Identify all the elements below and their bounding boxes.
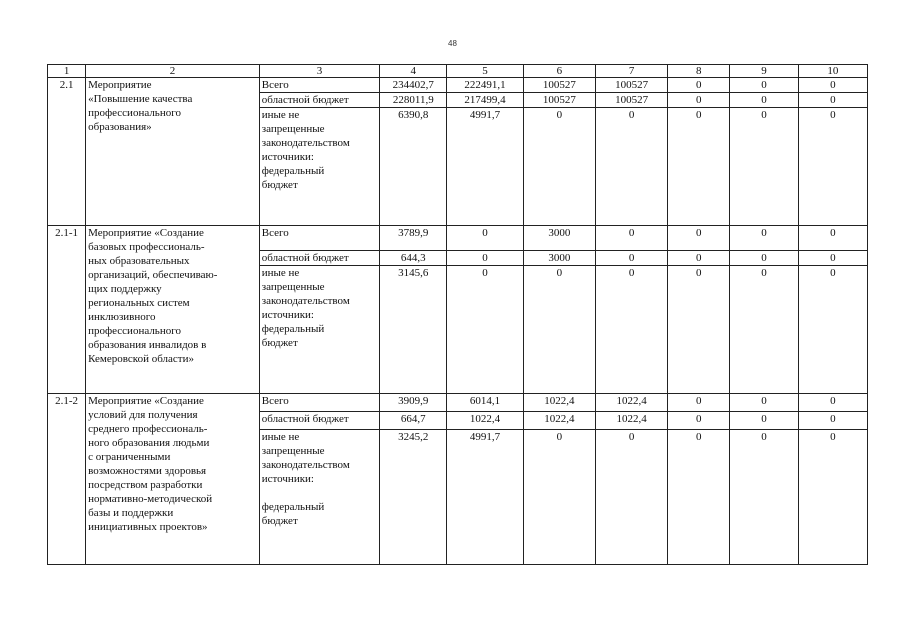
value-cell: 0 (595, 108, 667, 226)
value-cell: 1022,4 (595, 394, 667, 412)
funding-source: иные не запрещенные законодательством источники: федеральный бюджет (259, 108, 379, 226)
value-cell: 0 (668, 93, 730, 108)
header-cell: 1 (48, 65, 86, 78)
value-cell: 0 (730, 93, 798, 108)
value-cell: 3245,2 (380, 430, 447, 565)
value-cell: 0 (730, 226, 798, 251)
value-cell: 0 (595, 266, 667, 394)
value-cell: 228011,9 (380, 93, 447, 108)
value-cell: 100527 (595, 93, 667, 108)
value-cell: 0 (730, 78, 798, 93)
value-cell: 664,7 (380, 412, 447, 430)
value-cell: 0 (798, 430, 867, 565)
header-cell: 3 (259, 65, 379, 78)
value-cell: 0 (668, 108, 730, 226)
value-cell: 100527 (523, 93, 595, 108)
table-row (48, 226, 868, 251)
value-cell: 0 (447, 251, 523, 266)
value-cell: 0 (668, 251, 730, 266)
value-cell: 0 (730, 394, 798, 412)
header-cell: 4 (380, 65, 447, 78)
value-cell: 0 (798, 266, 867, 394)
measure-number: 2.1 (48, 78, 86, 226)
value-cell: 100527 (595, 78, 667, 93)
value-cell: 0 (523, 430, 595, 565)
table-row (48, 394, 868, 412)
header-cell: 8 (668, 65, 730, 78)
header-cell: 7 (595, 65, 667, 78)
value-cell: 0 (523, 108, 595, 226)
page-number: 48 (448, 39, 457, 48)
header-cell: 6 (523, 65, 595, 78)
value-cell: 0 (668, 78, 730, 93)
funding-source: иные не запрещенные законодательством источники: федеральный бюджет (259, 266, 379, 394)
value-cell: 1022,4 (595, 412, 667, 430)
value-cell: 0 (595, 226, 667, 251)
header-cell: 2 (86, 65, 260, 78)
value-cell: 100527 (523, 78, 595, 93)
budget-table (47, 64, 868, 565)
funding-source: областной бюджет (259, 93, 379, 108)
value-cell: 6390,8 (380, 108, 447, 226)
value-cell: 1022,4 (447, 412, 523, 430)
value-cell: 0 (523, 266, 595, 394)
value-cell: 217499,4 (447, 93, 523, 108)
value-cell: 3000 (523, 251, 595, 266)
header-cell: 5 (447, 65, 523, 78)
value-cell: 0 (730, 108, 798, 226)
value-cell: 0 (595, 430, 667, 565)
value-cell: 3909,9 (380, 394, 447, 412)
value-cell: 0 (668, 430, 730, 565)
funding-source: Всего (259, 78, 379, 93)
value-cell: 1022,4 (523, 412, 595, 430)
value-cell: 0 (798, 108, 867, 226)
value-cell: 3000 (523, 226, 595, 251)
value-cell: 4991,7 (447, 108, 523, 226)
header-cell: 9 (730, 65, 798, 78)
measure-number: 2.1-1 (48, 226, 86, 394)
funding-source: Всего (259, 226, 379, 251)
measure-description: Мероприятие «Создание базовых профессиональ- ных образовательных организаций, обеспечиваю- щих поддержку региональных систем инклюзивного профессионального образования инвалидов в Кемеровской области» (86, 226, 260, 394)
funding-source: областной бюджет (259, 251, 379, 266)
value-cell: 3789,9 (380, 226, 447, 251)
value-cell: 0 (798, 251, 867, 266)
funding-source: областной бюджет (259, 412, 379, 430)
value-cell: 0 (798, 78, 867, 93)
value-cell: 0 (798, 412, 867, 430)
value-cell: 0 (730, 412, 798, 430)
value-cell: 4991,7 (447, 430, 523, 565)
value-cell: 6014,1 (447, 394, 523, 412)
value-cell: 0 (730, 430, 798, 565)
value-cell: 0 (798, 226, 867, 251)
value-cell: 0 (447, 226, 523, 251)
value-cell: 0 (730, 266, 798, 394)
table-row (48, 78, 868, 93)
value-cell: 0 (668, 412, 730, 430)
header-row (48, 65, 868, 78)
value-cell: 222491,1 (447, 78, 523, 93)
value-cell: 0 (730, 251, 798, 266)
measure-description: Мероприятие «Повышение качества профессионального образования» (86, 78, 260, 226)
value-cell: 0 (447, 266, 523, 394)
header-cell: 10 (798, 65, 867, 78)
measure-number: 2.1-2 (48, 394, 86, 565)
measure-description: Мероприятие «Создание условий для получения среднего профессиональ- ного образования людьми с ограниченными возможностями здоровья посредством разработки нормативно-методической базы и поддержки инициативных проектов» (86, 394, 260, 565)
value-cell: 234402,7 (380, 78, 447, 93)
funding-source: иные не запрещенные законодательством источники: федеральный бюджет (259, 430, 379, 565)
value-cell: 0 (668, 266, 730, 394)
value-cell: 0 (798, 93, 867, 108)
value-cell: 0 (668, 394, 730, 412)
funding-source: Всего (259, 394, 379, 412)
value-cell: 0 (595, 251, 667, 266)
value-cell: 1022,4 (523, 394, 595, 412)
value-cell: 644,3 (380, 251, 447, 266)
value-cell: 0 (668, 226, 730, 251)
value-cell: 3145,6 (380, 266, 447, 394)
value-cell: 0 (798, 394, 867, 412)
